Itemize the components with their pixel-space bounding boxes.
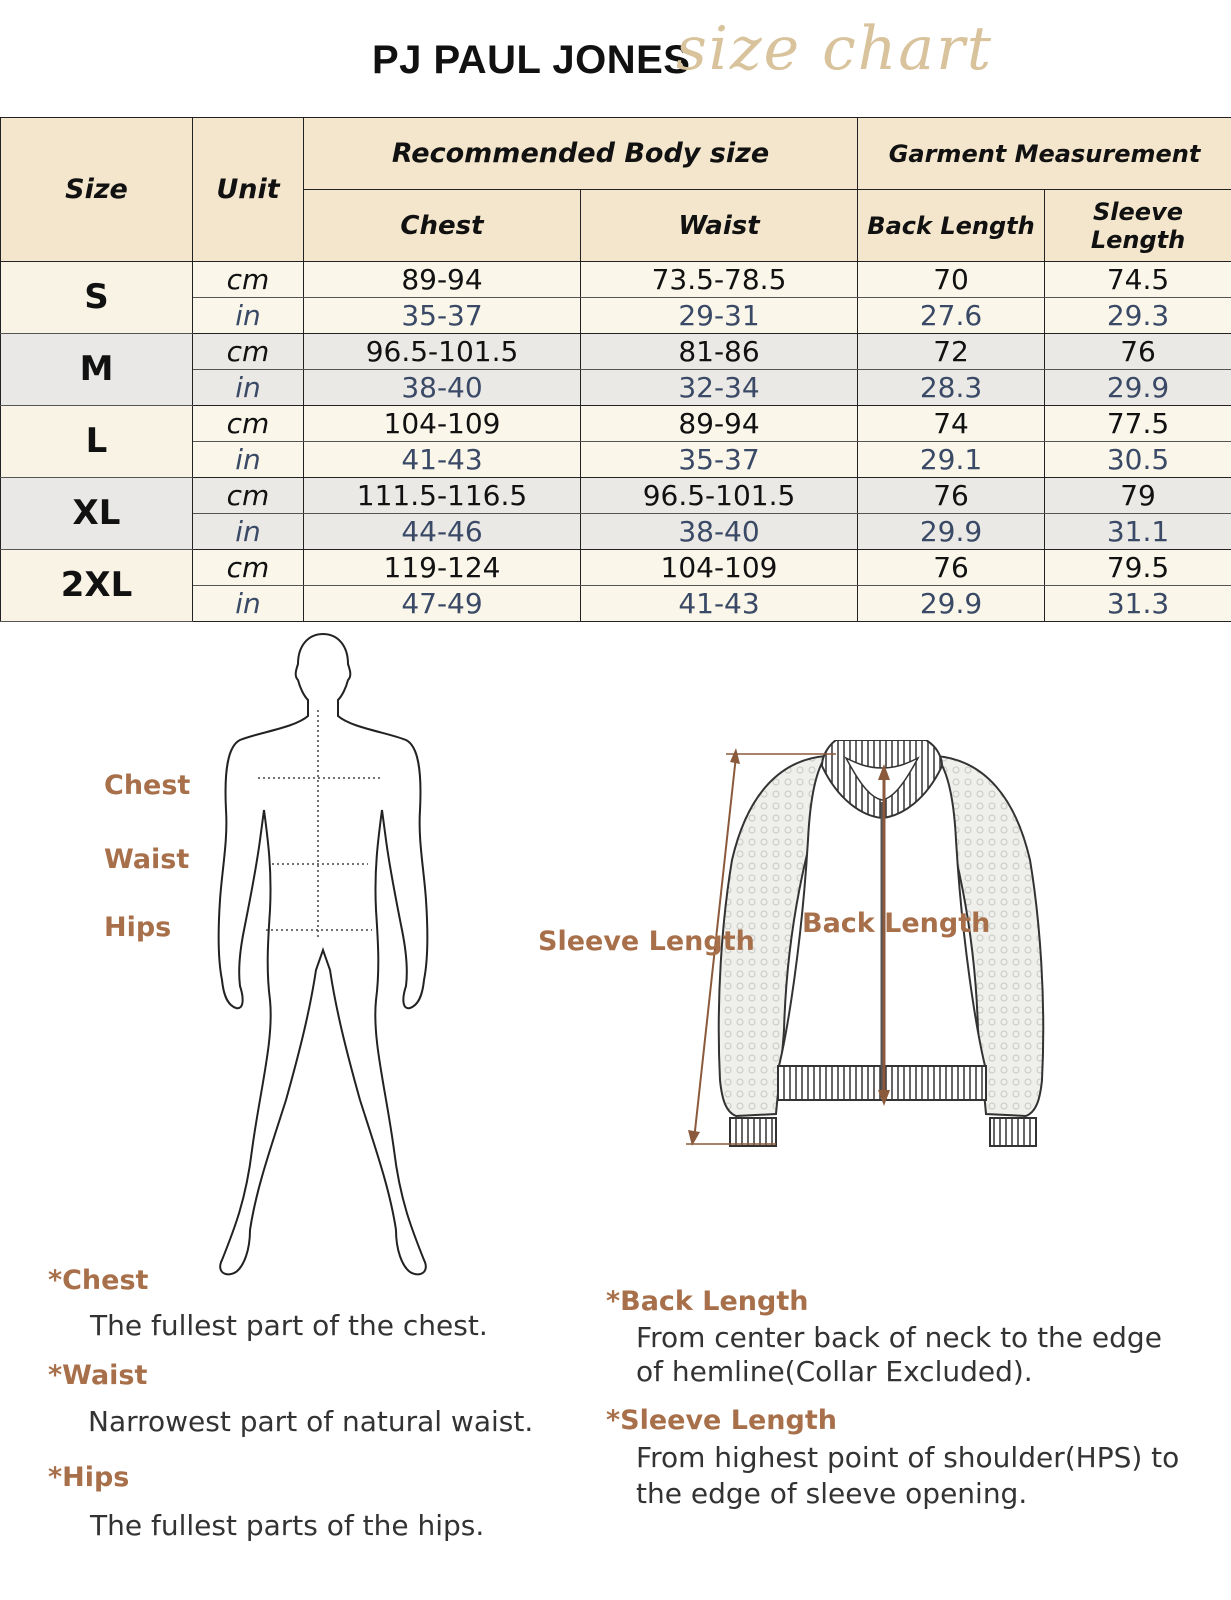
chest-cell: 119-124 [304, 550, 581, 586]
header-chest: Chest [304, 190, 581, 262]
sleeve-length-cell: 77.5 [1045, 406, 1231, 442]
size-cell: 2XL [1, 550, 193, 622]
header-waist: Waist [581, 190, 858, 262]
unit-cell: in [193, 514, 304, 550]
table-row [1, 334, 1231, 370]
table-row [1, 478, 1231, 514]
header-garment-measurement: Garment Measurement [858, 118, 1231, 190]
note-sleeve-length-text-1: From highest point of shoulder(HPS) to [636, 1441, 1180, 1474]
table-row [1, 406, 1231, 442]
sleeve-length-cell: 79.5 [1045, 550, 1231, 586]
figure-sleeve-length-label: Sleeve Length [538, 926, 755, 957]
note-chest-text: The fullest part of the chest. [90, 1309, 488, 1342]
table-row [1, 262, 1231, 298]
unit-cell: cm [193, 262, 304, 298]
unit-cell: in [193, 298, 304, 334]
note-back-length-text-1: From center back of neck to the edge [636, 1321, 1162, 1354]
chest-cell: 111.5-116.5 [304, 478, 581, 514]
note-back-length-title: *Back Length [606, 1286, 809, 1317]
sleeve-length-cell: 29.9 [1045, 370, 1231, 406]
back-length-cell: 70 [858, 262, 1045, 298]
sleeve-length-cell: 30.5 [1045, 442, 1231, 478]
chest-cell: 89-94 [304, 262, 581, 298]
chest-cell: 47-49 [304, 586, 581, 622]
waist-cell: 81-86 [581, 334, 858, 370]
header-size: Size [1, 118, 193, 262]
size-cell: XL [1, 478, 193, 550]
sleeve-length-cell: 29.3 [1045, 298, 1231, 334]
unit-cell: in [193, 442, 304, 478]
back-length-cell: 74 [858, 406, 1045, 442]
chest-cell: 104-109 [304, 406, 581, 442]
waist-cell: 73.5-78.5 [581, 262, 858, 298]
header-recommended-body-size: Recommended Body size [304, 118, 858, 190]
figure-chest-label: Chest [104, 770, 191, 801]
sleeve-length-cell: 31.3 [1045, 586, 1231, 622]
size-table [0, 117, 1231, 622]
header [0, 0, 1231, 118]
back-length-cell: 76 [858, 550, 1045, 586]
chest-cell: 38-40 [304, 370, 581, 406]
back-length-cell: 76 [858, 478, 1045, 514]
figure-hips-label: Hips [104, 912, 172, 943]
chest-cell: 96.5-101.5 [304, 334, 581, 370]
header-sleeve-length: Sleeve Length [1045, 190, 1231, 262]
back-length-cell: 72 [858, 334, 1045, 370]
size-cell: L [1, 406, 193, 478]
waist-cell: 41-43 [581, 586, 858, 622]
sleeve-length-cell: 31.1 [1045, 514, 1231, 550]
chest-cell: 35-37 [304, 298, 581, 334]
unit-cell: cm [193, 550, 304, 586]
note-sleeve-length-title: *Sleeve Length [606, 1405, 837, 1436]
back-length-cell: 27.6 [858, 298, 1045, 334]
waist-cell: 89-94 [581, 406, 858, 442]
waist-cell: 96.5-101.5 [581, 478, 858, 514]
note-back-length-text-2: of hemline(Collar Excluded). [636, 1355, 1033, 1388]
chest-cell: 44-46 [304, 514, 581, 550]
note-chest-title: *Chest [48, 1265, 149, 1296]
chest-cell: 41-43 [304, 442, 581, 478]
unit-cell: in [193, 370, 304, 406]
table-row [1, 550, 1231, 586]
waist-cell: 35-37 [581, 442, 858, 478]
brand-name: PJ PAUL JONES [372, 38, 691, 82]
size-cell: S [1, 262, 193, 334]
back-length-cell: 29.9 [858, 586, 1045, 622]
header-back-length: Back Length [858, 190, 1045, 262]
note-waist-text: Narrowest part of natural waist. [88, 1405, 534, 1438]
waist-cell: 32-34 [581, 370, 858, 406]
note-hips-title: *Hips [48, 1462, 130, 1493]
waist-cell: 29-31 [581, 298, 858, 334]
back-length-cell: 29.1 [858, 442, 1045, 478]
unit-cell: in [193, 586, 304, 622]
unit-cell: cm [193, 334, 304, 370]
unit-cell: cm [193, 406, 304, 442]
note-waist-title: *Waist [48, 1360, 148, 1391]
body-figure [210, 630, 440, 1290]
note-sleeve-length-text-2: the edge of sleeve opening. [636, 1477, 1028, 1510]
size-chart-script-title: size chart [676, 14, 993, 84]
waist-cell: 38-40 [581, 514, 858, 550]
figure-back-length-label: Back Length [802, 908, 991, 939]
note-hips-text: The fullest parts of the hips. [90, 1509, 485, 1542]
sleeve-length-cell: 76 [1045, 334, 1231, 370]
waist-cell: 104-109 [581, 550, 858, 586]
sleeve-length-cell: 79 [1045, 478, 1231, 514]
header-unit: Unit [193, 118, 304, 262]
back-length-cell: 28.3 [858, 370, 1045, 406]
sleeve-length-cell: 74.5 [1045, 262, 1231, 298]
figure-waist-label: Waist [104, 844, 190, 875]
size-cell: M [1, 334, 193, 406]
back-length-cell: 29.9 [858, 514, 1045, 550]
unit-cell: cm [193, 478, 304, 514]
